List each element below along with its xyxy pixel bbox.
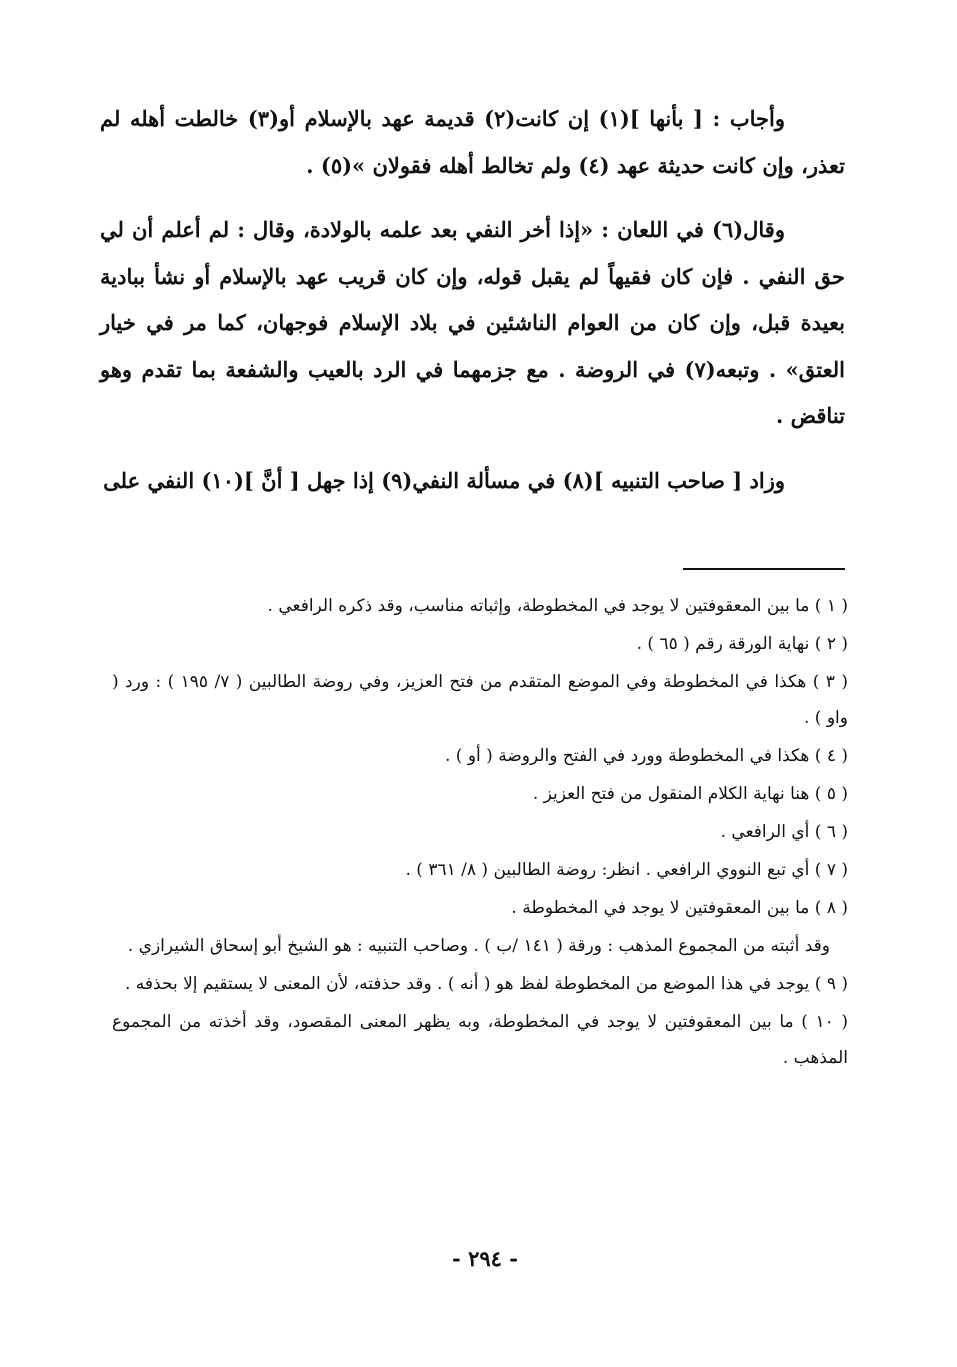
paragraph: وقال(٦) في اللعان : «إذا أخر النفي بعد علمه بالولادة، وقال : لم أعلم أن لي حق النفي . فإن كان فقيهاً لم يقبل قوله، وإن كان قريب عهد بالإسلام أو نشأ ببادية بعيدة قبل، وإن كان من العوام الناشئين في بلاد الإسلام فوجهان، كما مر في خيار العتق» . وتبعه(٧) في الروضة . مع جزمهما في الرد بالعيب والشفعة بما تقدم وهو تناقض . (100, 217, 845, 428)
footnote: ( ٤ ) هكذا في المخطوطة وورد في الفتح والروضة ( أو ) . (445, 746, 848, 766)
footnote-separator (683, 568, 845, 570)
footnote-continuation: وقد أثبته من المجموع المذهب : ورقة ( ١٤١ /ب ) . وصاحب التنبيه : هو الشيخ أبو إسحاق الشيرازي . (127, 936, 830, 956)
footnote: ( ٣ ) هكذا في المخطوطة وفي الموضع المتقدم من فتح العزيز، وفي روضة الطالبين ( ٧/ ١٩٥ ) : ورد ( واو ) . (112, 672, 848, 728)
paragraph: وأجاب : [ بأنها ](١) إن كانت(٢) قديمة عهد بالإسلام أو(٣) خالطت أهله لم تعذر، وإن كانت حديثة عهد (٤) ولم تخالط أهله فقولان »(٥) . (100, 106, 845, 178)
footnote: ( ١٠ ) ما بين المعقوفتين لا يوجد في المخطوطة، وبه يظهر المعنى المقصود، وقد أخذته من المجموع المذهب . (112, 1012, 848, 1068)
footnote: ( ٥ ) هنا نهاية الكلام المنقول من فتح العزيز . (532, 784, 848, 804)
footnote: ( ٨ ) ما بين المعقوفتين لا يوجد في المخطوطة . (511, 898, 848, 918)
paragraph: وزاد [ صاحب التنبيه ](٨) في مسألة النفي(٩) إذا جهل [ أنَّ ](١٠) النفي على (103, 467, 785, 493)
main-text (100, 96, 845, 504)
footnote: ( ٦ ) أي الرافعي . (720, 822, 848, 842)
footnote: ( ٧ ) أي تبع النووي الرافعي . انظر: روضة الطالبين ( ٨/ ٣٦١ ) . (405, 860, 848, 880)
footnote: ( ١ ) ما بين المعقوفتين لا يوجد في المخطوطة، وإثباته مناسب، وقد ذكره الرافعي . (267, 596, 848, 616)
page-number: - ٢٩٤ - (452, 1246, 518, 1271)
footnote: ( ٢ ) نهاية الورقة رقم ( ٦٥ ) . (636, 634, 848, 654)
footnotes (112, 588, 848, 1078)
footnote: ( ٩ ) يوجد في هذا الموضع من المخطوطة لفظ هو ( أنه ) . وقد حذفته، لأن المعنى لا يستقيم إلا بحذفه . (125, 974, 848, 994)
